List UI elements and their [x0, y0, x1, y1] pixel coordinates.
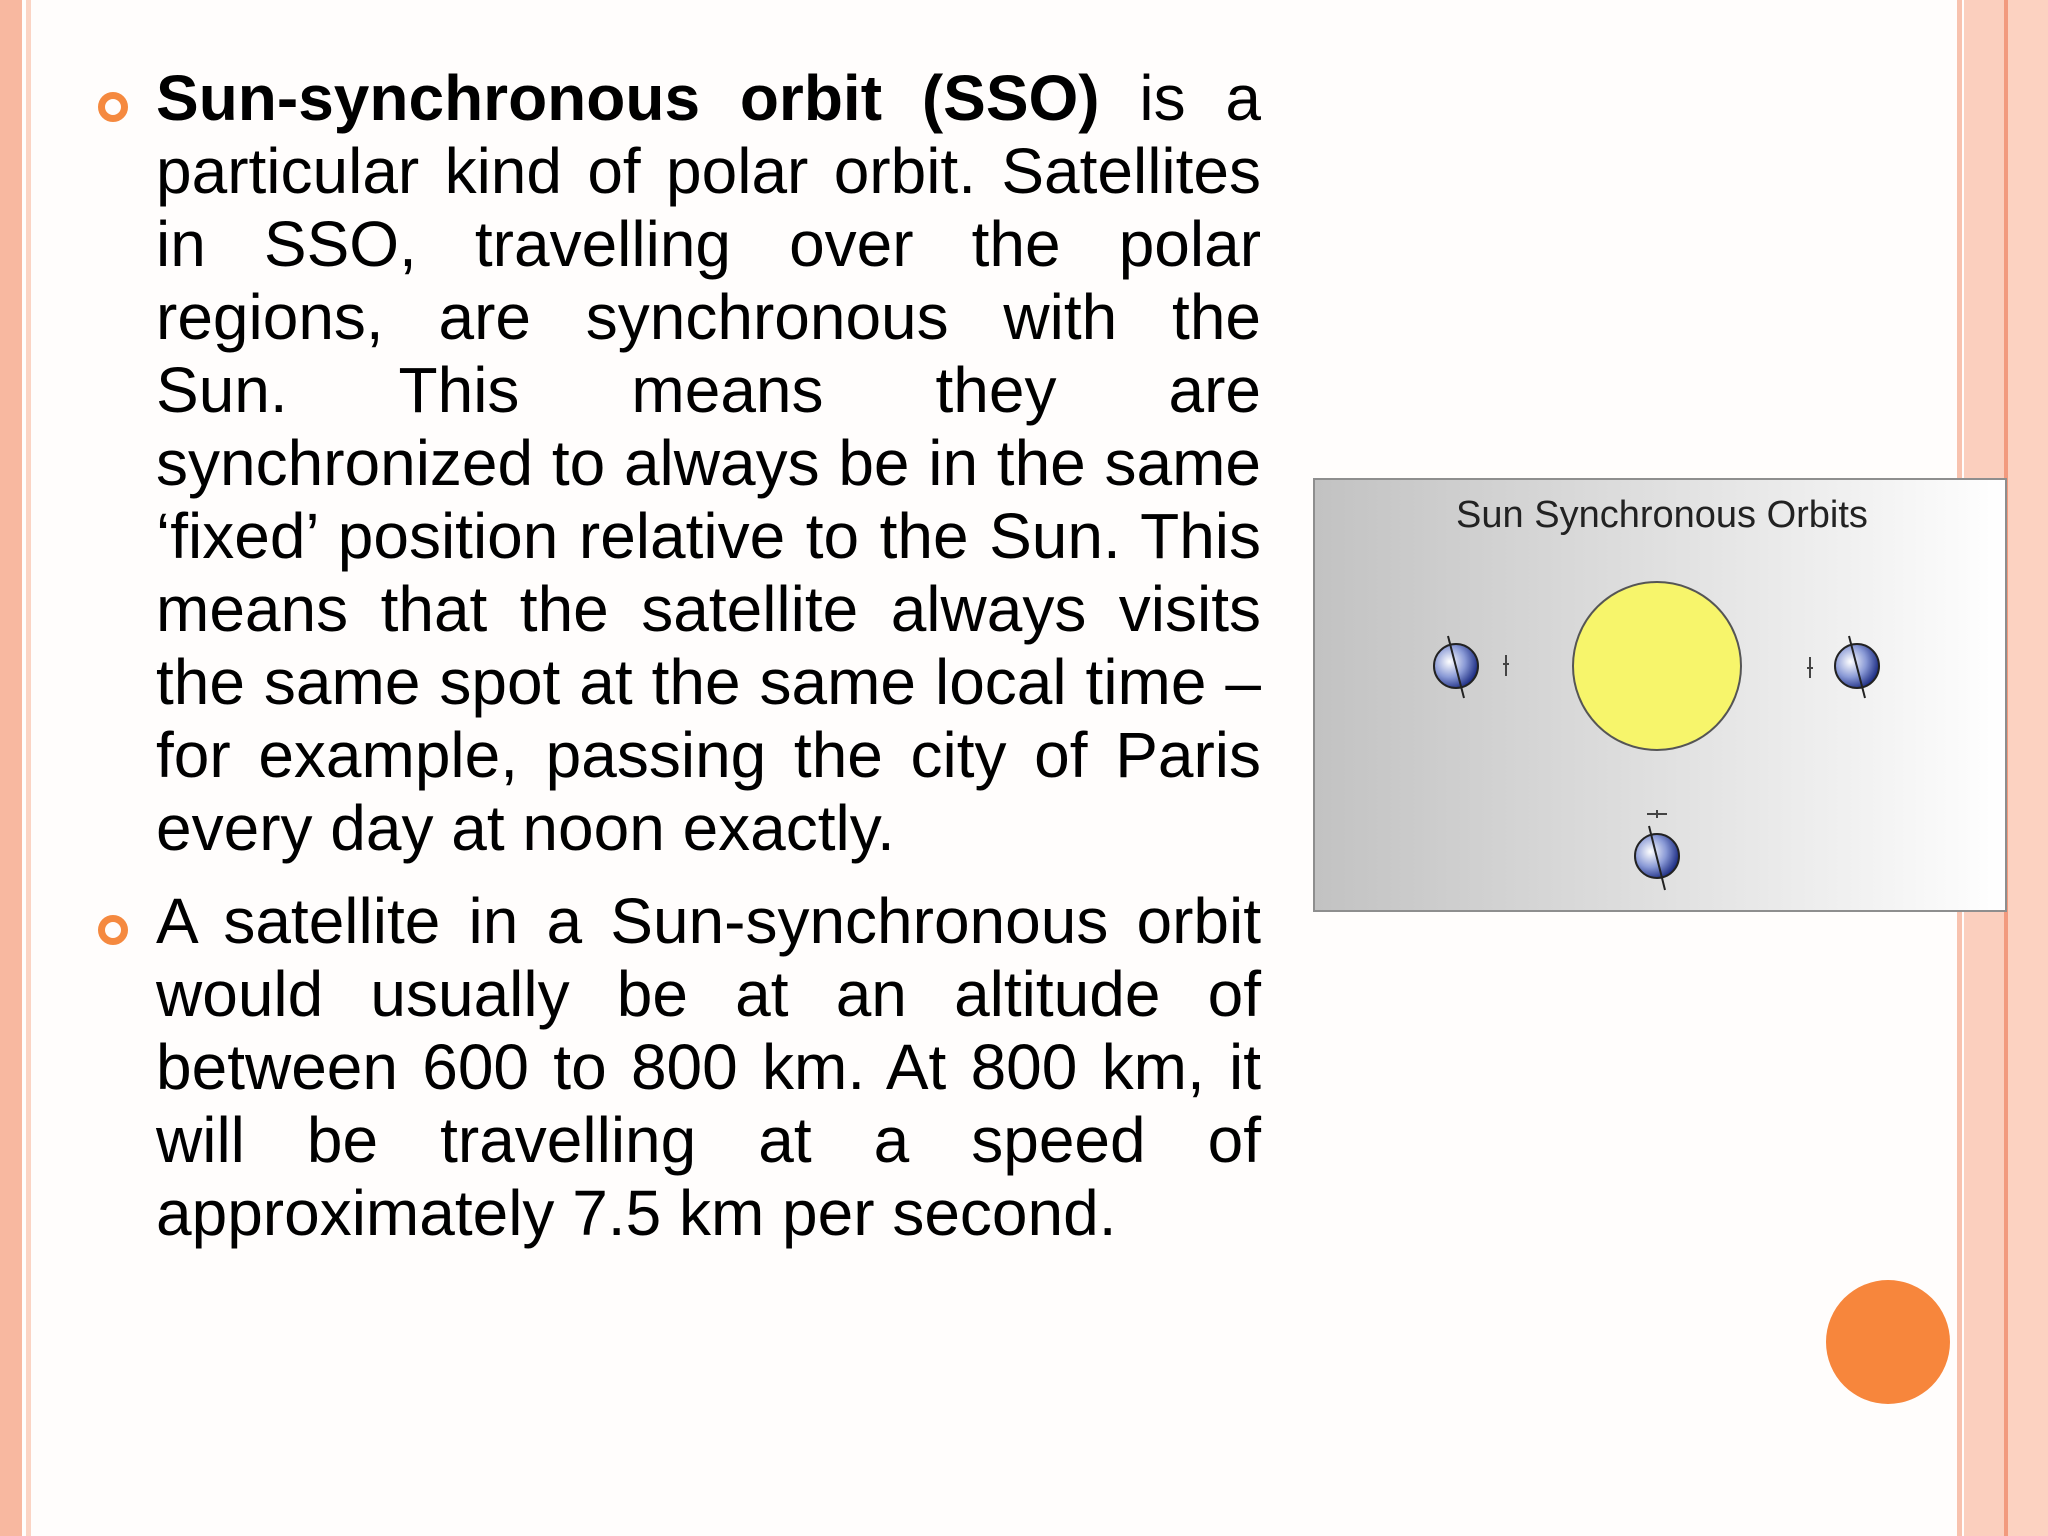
slide-content: [96, 62, 1261, 1270]
bullet-text: [156, 62, 1261, 865]
planet-right-icon: [1835, 636, 1879, 698]
planet-bottom-icon: [1635, 826, 1679, 890]
satellite-right-icon: [1807, 657, 1813, 678]
ring-bullet-icon: [98, 915, 128, 945]
right-decor-bar-2: [2008, 0, 2048, 1536]
planet-left-icon: [1434, 636, 1478, 698]
orbit-diagram-svg: [1315, 480, 2007, 912]
orange-accent-circle: [1826, 1280, 1950, 1404]
left-decor-stripe: [26, 0, 31, 1536]
bullet-item-sso-definition: [96, 62, 1261, 865]
sso-diagram-image: [1313, 478, 2007, 912]
left-decor-bar: [0, 0, 22, 1536]
bullet-text: A satellite in a Sun-synchronous orbit would usually be at an altitude of between 600 to 800 km. At 800 km, it will be travelling at a speed of approximately 7.5 km per second.: [156, 885, 1261, 1249]
figure-title: Sun Synchronous Orbits: [1456, 494, 1868, 536]
bullet-item-altitude: [96, 885, 1261, 1250]
sun-icon: [1573, 582, 1741, 750]
bold-term: Sun-synchronous orbit (SSO): [156, 62, 1100, 134]
bullet-body-text: is a particular kind of polar orbit. Satellites in SSO, travelling over the polar regions, are synchronous with the Sun. This means they are synchronized to always be in the same ‘fixed’ position relative to the Sun. This means that the satellite always visits the same spot at the same local time – for example, passing the city of Paris every day at noon exactly.: [156, 62, 1261, 864]
ring-bullet-icon: [98, 92, 128, 122]
satellite-left-icon: [1503, 655, 1509, 676]
satellite-bottom-icon: [1647, 810, 1667, 818]
